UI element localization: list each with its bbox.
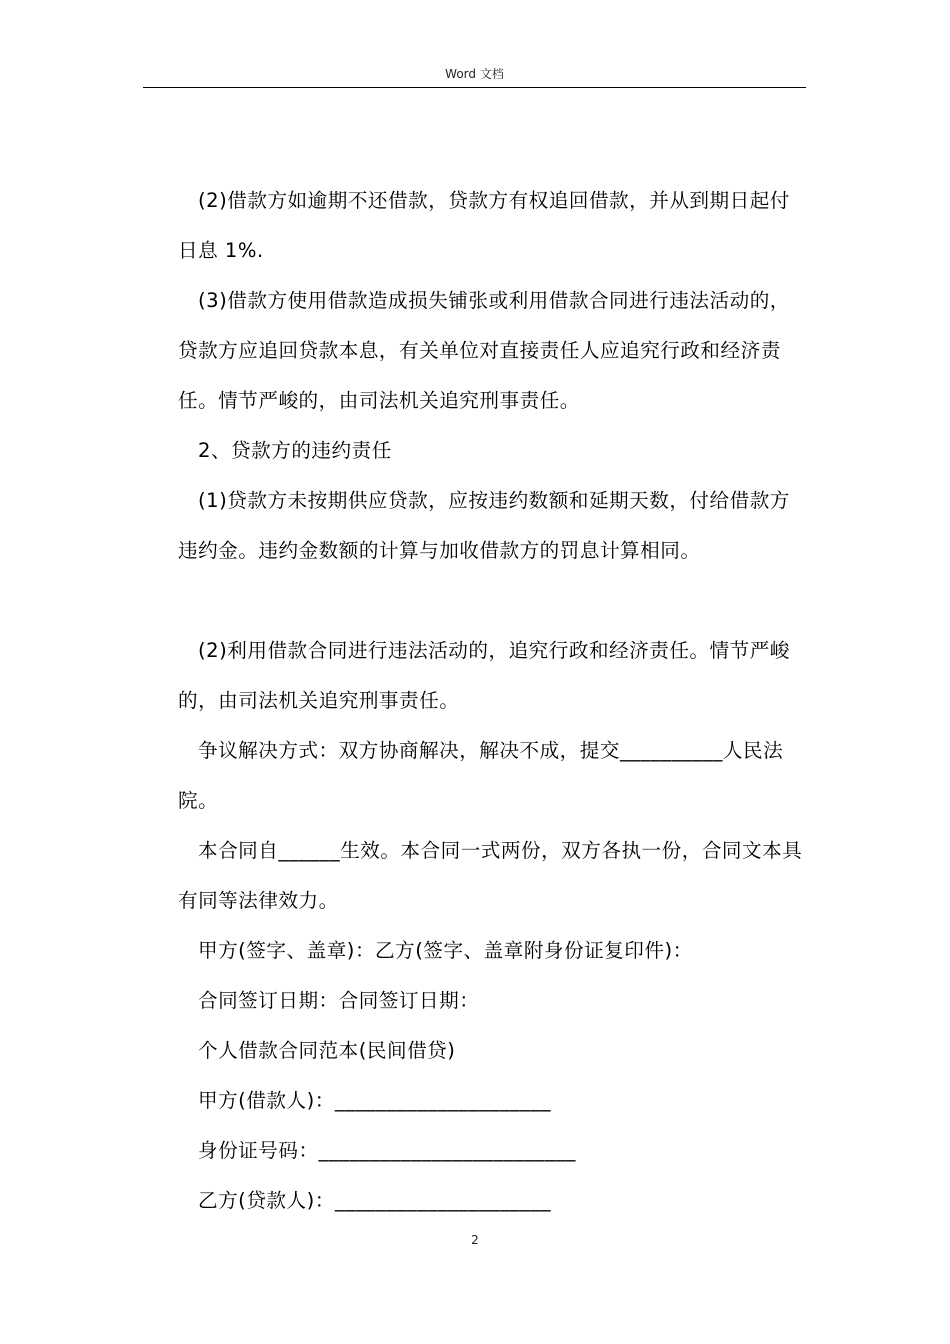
field-id-number: 身份证号码：_________________________ [198,1139,576,1162]
header-rule [143,87,806,88]
paragraph-signing-date: 合同签订日期：合同签订日期： [198,989,480,1012]
paragraph-illegal-activity: (2)利用借款合同进行违法活动的，追究行政和经济责任。情节严峻的，由司法机关追究刑事责任。 [178,639,790,712]
paragraph-signatures: 甲方(签字、盖章)：乙方(签字、盖章附身份证复印件)： [198,939,693,962]
paragraph-spacer [178,576,804,626]
paragraph-overdue-interest: (2)借款方如逾期不还借款，贷款方有权追回借款，并从到期日起付日息 1%. [178,189,790,262]
paragraph-effective-date: 本合同自______生效。本合同一式两份，双方各执一份，合同文本具有同等法律效力。 [178,839,803,912]
paragraph-late-supply: (1)贷款方未按期供应贷款，应按违约数额和延期天数，付给借款方违约金。违约金数额的计算与加收借款方的罚息计算相同。 [178,489,790,562]
document-body [178,176,804,1226]
field-borrower: 甲方(借款人)：_____________________ [198,1089,552,1112]
field-lender: 乙方(贷款人)：_____________________ [198,1189,552,1212]
paragraph-illegal-use: (3)借款方使用借款造成损失铺张或利用借款合同进行违法活动的，贷款方应追回贷款本息，有关单位对直接责任人应追究行政和经济责任。情节严峻的，由司法机关追究刑事责任。 [178,289,790,412]
paragraph-dispute-resolution: 争议解决方式：双方协商解决，解决不成，提交__________人民法院。 [178,739,784,812]
page-header: Word 文档 [445,67,504,81]
page-number: 2 [471,1233,479,1247]
section-heading-lender-liability: 2、贷款方的违约责任 [198,439,392,462]
paragraph-contract-title: 个人借款合同范本(民间借贷) [198,1039,456,1062]
